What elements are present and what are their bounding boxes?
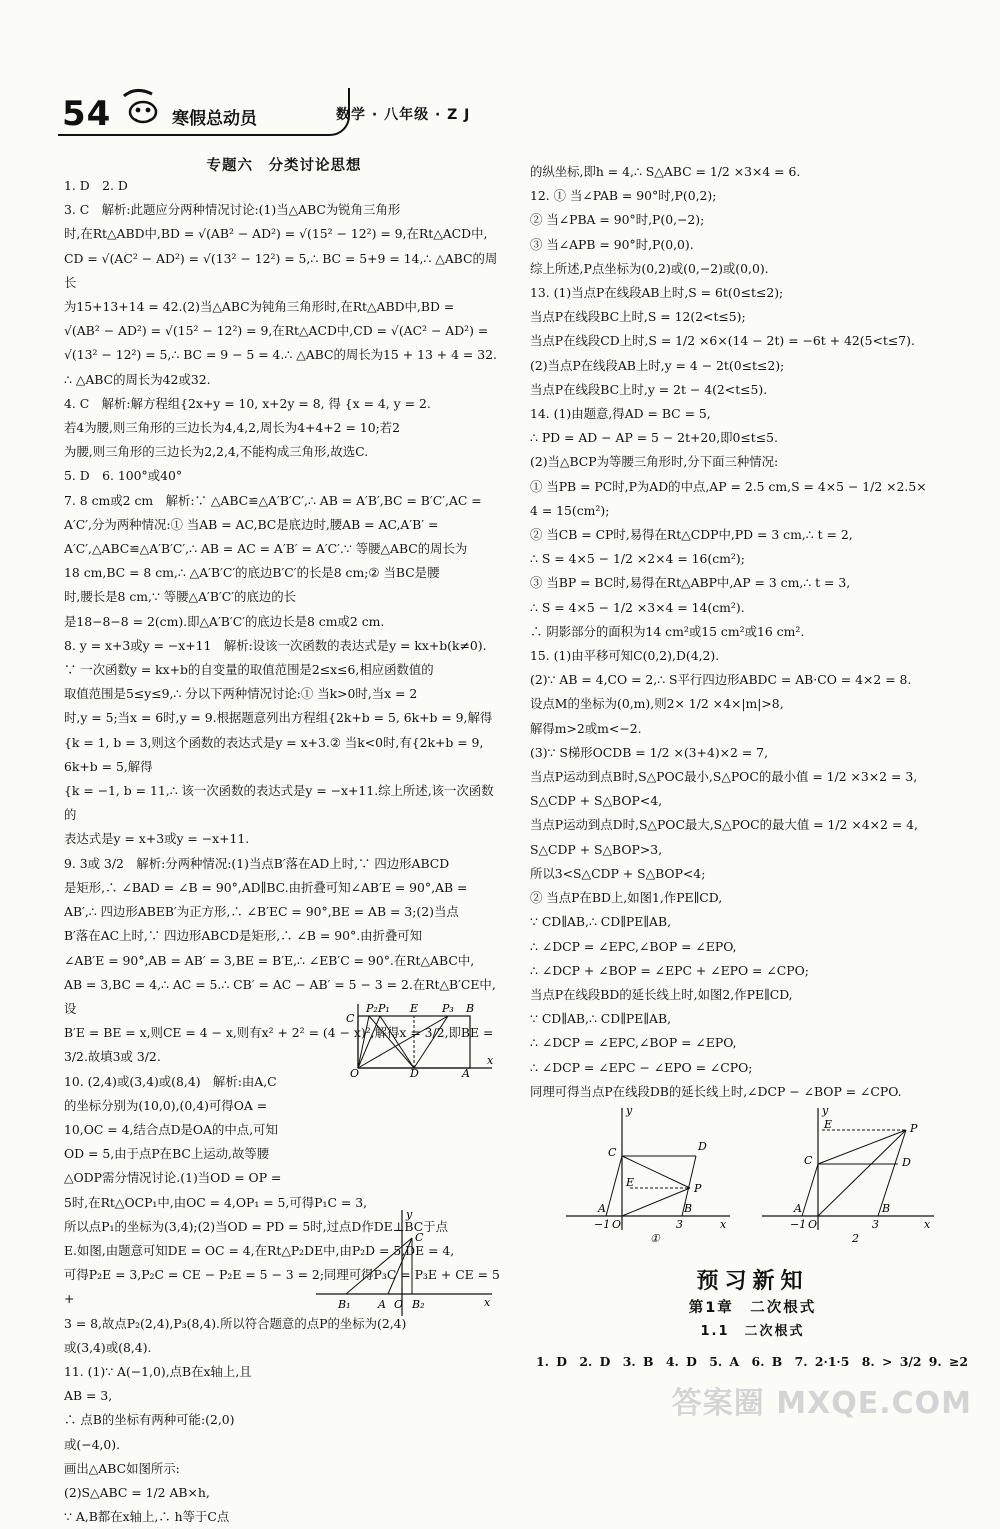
text-line: ∴ ∠DCP = ∠EPC − ∠EPO = ∠CPO; [530, 1059, 753, 1075]
text-line: 3. C 解析:此题应分两种情况讨论:(1)当△ABC为锐角三角形 [64, 202, 401, 218]
text-line: S△CDP + S△BOP>3, [530, 841, 663, 857]
text-line: ∴ S = 4×5 − 1/2 ×2×4 = 16(cm²); [530, 551, 745, 567]
text-line: 5. D 6. 100°或40° [64, 468, 183, 484]
text-line: ∵ A,B都在x轴上,∴ h等于C点 [64, 1509, 230, 1525]
text-line: 解得m>2或m<−2. [530, 720, 642, 736]
label-C: C [608, 1146, 617, 1159]
figure-11 [316, 1208, 496, 1320]
text-line: ③ 当∠APB = 90°时,P(0,0). [530, 236, 694, 252]
text-line: 1. D 2. D [64, 178, 128, 193]
segment-AC [606, 1156, 622, 1216]
text-line: ② 当CB = CP时,易得在Rt△CDP中,PD = 3 cm,∴ t = 2, [530, 527, 853, 543]
label-D: D [902, 1156, 911, 1169]
text-line: AB = 3,BC = 4,∴ AC = 5.∴ CB′ = AC − AB′ = 5 − 3 = 2.在Rt△B′CE中,设 [64, 976, 496, 1016]
text-line: (2)S△ABC = 1/2 AB×h, [64, 1484, 210, 1500]
label-E: E [626, 1176, 635, 1189]
label-x: x [487, 1054, 494, 1067]
text-line: {k = −1, b = 11,∴ 该一次函数的表达式是y = −x+11.综上所述,该一次函数的 [64, 783, 494, 823]
text-line: {k = 1, b = 3,则这个函数的表达式是y = x+3.② 当k<0时,有{2k+b = 9, 6k+b = 5,解得 [64, 734, 488, 774]
figure-caption: 2 [852, 1232, 859, 1244]
text-line: 9. 3或 3/2 解析:分两种情况:(1)当点B′落在AD上时,∵ 四边形ABCD [64, 855, 450, 871]
label-B: B [466, 1002, 475, 1015]
text-line: √(AB² − AD²) = √(15² − 12²) = 9,在Rt△ACD中,CD = √(AC² − AD²) = [64, 323, 489, 339]
text-line: 综上所述,P点坐标为(0,2)或(0,−2)或(0,0). [530, 260, 769, 276]
text-line: (2)当△BCP为等腰三角形时,分下面三种情况: [530, 454, 779, 470]
label-B: B [882, 1202, 891, 1215]
text-line: ② 当∠PBA = 90°时,P(0,−2); [530, 212, 705, 228]
section-title: 专题六 分类讨论思想 [206, 158, 362, 174]
text-line: 画出△ABC如图所示: [64, 1460, 180, 1476]
text-line: 设点M的坐标为(0,m),则2× 1/2 ×4×|m|>8, [530, 696, 784, 712]
label-O: O [350, 1067, 360, 1078]
right-column [530, 160, 975, 1104]
label-P: P [694, 1182, 702, 1195]
text-line: 14. (1)由题意,得AD = BC = 5, [530, 406, 711, 422]
label-C: C [804, 1154, 813, 1167]
text-line: ③ 当BP = BC时,易得在Rt△ABP中,AP = 3 cm,∴ t = 3, [530, 575, 851, 591]
segment-DP3 [414, 1016, 448, 1068]
text-line: 15. (1)由平移可知C(0,2),D(4,2). [530, 648, 720, 664]
text-line: 所以点P₁的坐标为(3,4);(2)当OD = PD = 5时,过点D作DE⊥BC于点 [64, 1218, 448, 1234]
label-x: x [924, 1218, 931, 1231]
segment-AC [388, 1238, 412, 1294]
chapter-title: 第1章 二次根式 [688, 1300, 817, 1316]
text-line: 时,腰长是8 cm,∵ 等腰△A′B′C′的底边的长 [64, 589, 297, 605]
segment-CP [818, 1130, 906, 1164]
text-line: √(13² − 12²) = 5,∴ BC = 9 − 5 = 4.∴ △ABC的周长为15 + 13 + 4 = 32. [64, 347, 497, 363]
label-3: 3 [676, 1218, 683, 1231]
text-line: 取值范围是5≤y≤9,∴ 分以下两种情况讨论:① 当k>0时,当x = 2 [64, 686, 418, 702]
segment-DP2 [369, 1016, 414, 1068]
text-line: (2)当点P在线段AB上时,y = 4 − 2t(0≤t≤2); [530, 357, 785, 373]
text-line: 时,在Rt△ABD中,BD = √(AB² − AD²) = √(15² − 12²) = 9,在Rt△ACD中, [64, 226, 488, 242]
text-line: 3/2.故填3或 3/2. [64, 1049, 161, 1065]
label-D: D [410, 1067, 419, 1078]
label-A: A [462, 1067, 470, 1078]
text-line: ∴ 点B的坐标有两种可能:(2,0) [64, 1412, 235, 1428]
label-minus1: −1 [790, 1218, 807, 1231]
text-line: E.如图,由题意可知DE = OC = 4,在Rt△P₂DE中,由P₂D = 5,DE = 4, [64, 1242, 455, 1258]
label-x: x [484, 1296, 491, 1309]
text-line: △ODP需分情况讨论.(1)当OD = OP = [64, 1170, 282, 1186]
label-O: O [394, 1298, 404, 1311]
text-line: 8. y = x+3或y = −x+11 解析:设该一次函数的表达式是y = kx+b(k≠0). [64, 637, 487, 653]
text-line: A′C′,分为两种情况:① 当AB = AC,BC是底边时,腰AB = AC,A′B′ = [64, 516, 439, 532]
brand-title: 寒假总动员 [172, 109, 257, 129]
text-line: 是18−8−8 = 2(cm).即△A′B′C′的底边长是8 cm或2 cm. [64, 613, 385, 629]
text-line: S△CDP + S△BOP<4, [530, 793, 663, 809]
section-heading: 1.1 二次根式 [700, 1324, 805, 1339]
label-y: y [406, 1208, 413, 1221]
text-line: ∴ 阴影部分的面积为14 cm²或15 cm²或16 cm². [530, 623, 805, 639]
text-line: B′E = BE = x,则CE = 4 − x,则有x² + 2² = (4 − x)²,解得x = 3/2,即BE = [64, 1025, 494, 1041]
text-line: A′C′,△ABC≌△A′B′C′,∴ AB = AC = A′B′ = A′C′.∵ 等腰△ABC的周长为 [64, 541, 468, 557]
text-line: 时,y = 5;当x = 6时,y = 9.根据题意列出方程组{2k+b = 5, 6k+b = 9,解得 [64, 710, 493, 726]
label-A: A [794, 1202, 802, 1215]
text-line: 10,OC = 4,结合点D是OA的中点,可知 [64, 1121, 278, 1137]
text-line: ∴ △ABC的周长为42或32. [64, 371, 211, 387]
label-P3: P₃ [442, 1002, 454, 1015]
text-line: 为15+13+14 = 42.(2)当△ABC为钝角三角形时,在Rt△ABD中,BD = [64, 299, 455, 315]
text-line: CD = √(AC² − AD²) = √(13² − 12²) = 5,∴ BC = 5+9 = 14,∴ △ABC的周长 [64, 250, 498, 290]
label-x: x [720, 1218, 727, 1231]
text-line: ∠AB′E = 90°,AB = AB′ = 3,BE = B′E,∴ ∠EB′C = 90°.在Rt△ABC中, [64, 952, 475, 968]
preview-answers: 1. D 2. D 3. B 4. D 5. A 6. B 7. 2·1·5 8. > 3/2 9. ≥2 [536, 1354, 969, 1369]
text-line: 当点P在线段CD上时,S = 1/2 ×6×(14 − 2t) = −6t + 42(5<t≤7). [530, 333, 915, 349]
text-line: 当点P在线段BC上时,S = 12(2<t≤5); [530, 309, 746, 325]
text-line: 13. (1)当点P在线段AB上时,S = 6t(0≤t≤2); [530, 285, 784, 301]
text-line: 的纵坐标,即h = 4,∴ S△ABC = 1/2 ×3×4 = 6. [530, 164, 801, 179]
text-line: 12. ① 当∠PAB = 90°时,P(0,2); [530, 188, 717, 204]
label-B1: B₁ [338, 1298, 351, 1311]
text-line: ∴ ∠DCP = ∠EPC,∠BOP = ∠EPO, [530, 1035, 737, 1051]
label-P2: P₂ [366, 1002, 378, 1015]
text-line: (3)∵ S梯形OCDB = 1/2 ×(3+4)×2 = 7, [530, 744, 769, 760]
segment-OP [622, 1188, 693, 1216]
label-A: A [598, 1202, 606, 1215]
segment-OP1 [358, 1016, 380, 1068]
page-number: 54 [62, 94, 112, 134]
label-3: 3 [872, 1218, 879, 1231]
text-line: 10. (2,4)或(3,4)或(8,4) 解析:由A,C [64, 1073, 277, 1089]
text-line: 或(3,4)或(8,4). [64, 1339, 152, 1355]
text-line: 表达式是y = x+3或y = −x+11. [64, 831, 250, 847]
subject-label: 数学 · 八年级 · Z J [336, 107, 471, 123]
text-line: 所以3<S△CDP + S△BOP<4; [530, 865, 706, 881]
text-line: 或(−4,0). [64, 1436, 121, 1452]
segment-AC [802, 1164, 818, 1216]
watermark: 答案圈 MXQE.COM [671, 1386, 972, 1421]
text-line: 是矩形,∴ ∠BAD = ∠B = 90°,AD∥BC.由折叠可知∠AB′E = 90°,AB = [64, 879, 468, 895]
text-line: 同理可得当点P在线段DB的延长线上时,∠DCP − ∠BOP = ∠CPO. [530, 1083, 902, 1099]
figure-10 [342, 998, 498, 1078]
figure-15-1 [566, 1104, 736, 1244]
label-minus1: −1 [594, 1218, 611, 1231]
text-line: AB′,∴ 四边形ABEB′为正方形,∴ ∠B′EC = 90°,BE = AB = 3;(2)当点 [64, 904, 459, 920]
label-O: O [808, 1218, 818, 1231]
text-line: 若4为腰,则三角形的三边长为4,4,2,周长为4+4+2 = 10;若2 [64, 420, 401, 436]
text-line: 的坐标分别为(10,0),(0,4)可得OA = [64, 1097, 268, 1113]
segment-OP3 [358, 1016, 448, 1068]
text-line: ∴ ∠DCP + ∠BOP = ∠EPC + ∠EPO = ∠CPO; [530, 962, 809, 978]
label-O: O [612, 1218, 622, 1231]
text-line: ① 当PB = PC时,P为AD的中点,AP = 2.5 cm,S = 4×5 − 1/2 ×2.5× [530, 478, 927, 494]
text-line: 18 cm,BC = 8 cm,∴ △A′B′C′的底边B′C′的长是8 cm;② 当BC是腰 [64, 565, 440, 581]
text-line: 3 = 8,故点P₂(2,4),P₃(8,4).所以符合题意的点P的坐标为(2,4) [64, 1315, 407, 1331]
label-P: P [910, 1122, 918, 1135]
text-line: 当点P在线段BC上时,y = 2t − 4(2<t≤5). [530, 381, 768, 397]
left-column [64, 174, 504, 1529]
text-line: 7. 8 cm或2 cm 解析:∵ △ABC≌△A′B′C′,∴ AB = A′B′,BC = B′C′,AC = [64, 492, 482, 508]
label-y: y [626, 1104, 633, 1117]
label-A: A [378, 1298, 386, 1311]
text-line: 当点P运动到点D时,S△POC最大,S△POC的最大值 = 1/2 ×4×2 = 4, [530, 817, 918, 833]
segment-OP [818, 1130, 906, 1216]
text-line: 当点P运动到点B时,S△POC最小,S△POC的最小值 = 1/2 ×3×2 = 3, [530, 769, 918, 785]
label-E: E [824, 1118, 833, 1131]
text-line: AB = 3, [64, 1388, 113, 1404]
text-line: ∵ CD∥AB,∴ CD∥PE∥AB, [530, 914, 672, 930]
mascot-icon [118, 84, 168, 130]
text-line: 4. C 解析:解方程组{2x+y = 10, x+2y = 8, 得 {x = 4, y = 2. [64, 395, 431, 411]
text-line: ∵ 一次函数y = kx+b的自变量的取值范围是2≤x≤6,相应函数值的 [64, 662, 434, 678]
segment-DP1 [380, 1016, 414, 1068]
label-C: C [346, 1012, 355, 1025]
figure-15-2 [762, 1104, 942, 1244]
segment-OP2 [358, 1016, 369, 1068]
text-line: ∴ S = 4×5 − 1/2 ×3×4 = 14(cm²). [530, 599, 745, 615]
text-line: B′落在AC上时,∵ 四边形ABCD是矩形,∴ ∠B = 90°.由折叠可知 [64, 928, 423, 944]
label-P1: P₁ [378, 1002, 390, 1015]
text-line: 4 = 15(cm²); [530, 502, 610, 518]
text-line: 为腰,则三角形的三边长为2,2,4,不能构成三角形,故选C. [64, 444, 369, 460]
preview-title: 预习新知 [696, 1269, 809, 1294]
text-line: 5时,在Rt△OCP₁中,由OC = 4,OP₁ = 5,可得P₁C = 3, [64, 1194, 368, 1210]
label-C: C [415, 1231, 424, 1244]
text-line: ② 当点P在BD上,如图1,作PE∥CD, [530, 890, 723, 906]
label-D: D [698, 1140, 707, 1153]
text-line: (2)∵ AB = 4,CO = 2,∴ S平行四边形ABDC = AB·CO = 4×2 = 8. [530, 672, 912, 688]
text-line: ∴ PD = AD − AP = 5 − 2t+20,即0≤t≤5. [530, 430, 778, 446]
text-line: 当点P在线段BD的延长线上时,如图2,作PE∥CD, [530, 986, 793, 1002]
text-line: OD = 5,由于点P在BC上运动,故等腰 [64, 1146, 270, 1162]
label-E: E [410, 1002, 419, 1015]
label-y: y [822, 1104, 829, 1117]
label-B2: B₂ [412, 1298, 425, 1311]
text-line: ∵ CD∥AB,∴ CD∥PE∥AB, [530, 1011, 672, 1027]
text-line: 11. (1)∵ A(−1,0),点B在x轴上,且 [64, 1363, 252, 1379]
label-B: B [684, 1202, 693, 1215]
text-line: 可得P₂E = 3,P₂C = CE − P₂E = 5 − 3 = 2;同理可得P₃C = P₃E + CE = 5 + [64, 1267, 504, 1307]
figure-caption: ① [650, 1232, 660, 1244]
text-line: ∴ ∠DCP = ∠EPC,∠BOP = ∠EPO, [530, 938, 737, 954]
